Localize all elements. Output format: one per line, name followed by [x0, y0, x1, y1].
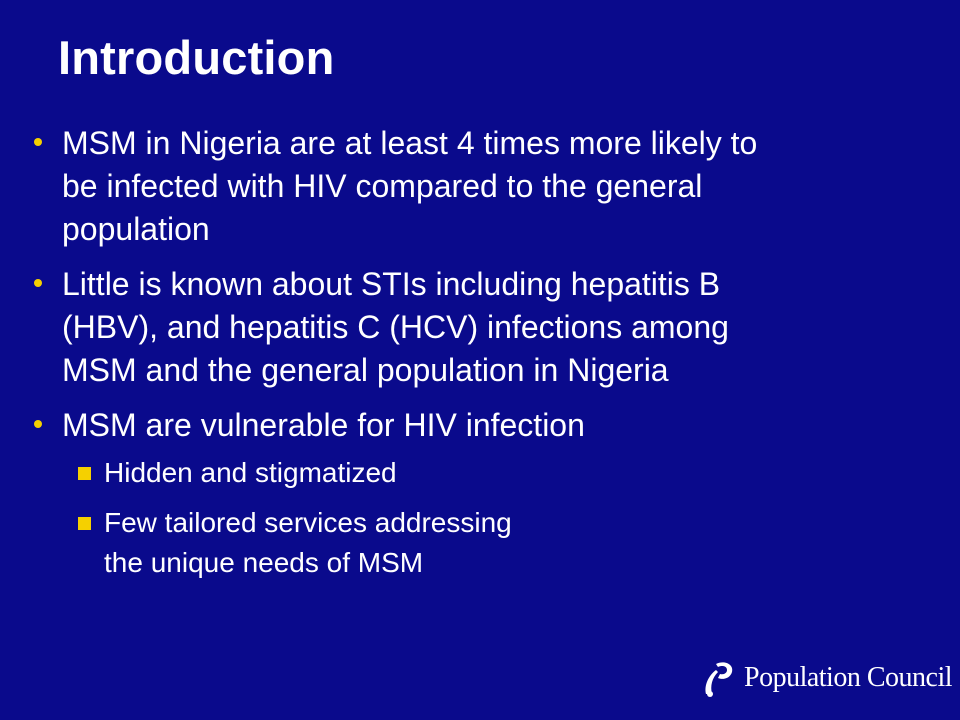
population-council-logo-icon: [702, 658, 736, 698]
bullet-list: [30, 122, 940, 583]
bullet-dot-icon: [34, 138, 42, 146]
bullet-item: [30, 122, 940, 251]
bullet-text: Little is known about STIs including hepatitis B (HBV), and hepatitis C (HCV) infections among MSM and the general population in Nigeria: [62, 266, 729, 388]
sub-bullet-text: Few tailored services addressing the unique needs of MSM: [104, 507, 512, 578]
bullet-text: MSM in Nigeria are at least 4 times more likely to be infected with HIV compared to the general population: [62, 125, 758, 247]
bullet-item: [30, 263, 940, 392]
population-council-logo: [702, 656, 952, 700]
bullet-dot-icon: [34, 279, 42, 287]
sub-bullet-square-icon: [78, 517, 91, 530]
sub-bullet-item: [30, 503, 940, 583]
slide-title: Introduction: [58, 31, 335, 84]
bullet-text: MSM are vulnerable for HIV infection: [62, 407, 585, 443]
sub-bullet-text: Hidden and stigmatized: [104, 457, 397, 488]
bullet-item: [30, 404, 940, 447]
sub-bullet-square-icon: [78, 467, 91, 480]
sub-bullet-item: [30, 453, 940, 493]
bullet-dot-icon: [34, 420, 42, 428]
logo-text: Population Council: [744, 662, 952, 693]
